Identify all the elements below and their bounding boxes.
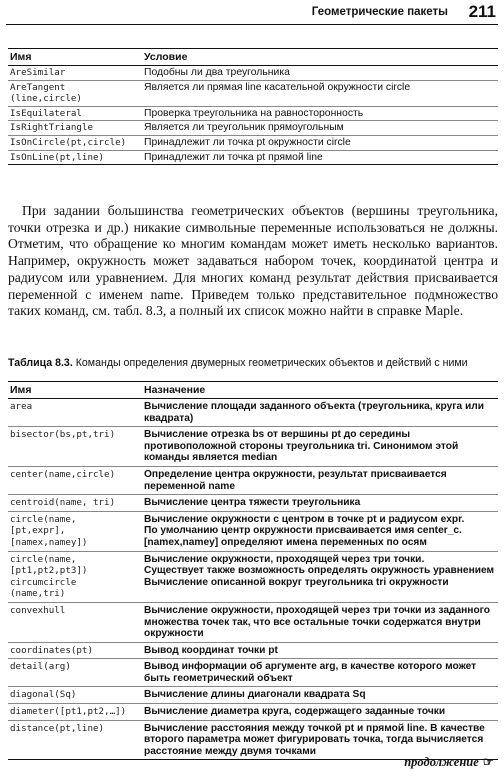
table-row xyxy=(8,80,498,106)
command-name: convexhull xyxy=(8,602,142,642)
command-description: Вывод координат точки pt xyxy=(142,642,498,659)
table-header-row xyxy=(8,382,498,399)
continued-note xyxy=(404,754,494,770)
table-row xyxy=(8,495,498,512)
predicates-table xyxy=(8,48,498,165)
table-row xyxy=(8,551,498,602)
running-header xyxy=(8,2,496,24)
command-description: Вычисление центра тяжести треугольника xyxy=(142,495,498,512)
command-name: distance(pt,line) xyxy=(10,722,105,734)
table-row xyxy=(8,150,498,165)
table-row xyxy=(8,659,498,687)
command-description: Вычисление отрезка bs от вершины pt до середины противоположной стороны треугольника tri. Синонимом этой команды является median xyxy=(142,427,498,467)
command-name: AreTangent (line,circle) xyxy=(8,80,142,106)
command-name: circle(name, [pt,expr], [namex,namey]) xyxy=(8,511,142,551)
column-header-condition: Условие xyxy=(142,49,498,66)
command-name: bisector(bs,pt,tri) xyxy=(8,427,142,467)
command-description: Является ли треугольник прямоугольным xyxy=(142,121,498,136)
command-description: Принадлежит ли точка pt окружности circle xyxy=(142,135,498,150)
table-caption-label: Таблица 8.3. xyxy=(8,357,73,369)
command-description: Вычисление расстояния между точкой pt и прямой line. В качестве второго параметра может фигурировать точка, тогда вычисляется расстояние между двумя точками xyxy=(144,722,485,757)
command-name: IsEquilateral xyxy=(8,106,142,121)
command-name: diameter([pt1,pt2,…]) xyxy=(8,704,142,721)
command-name: detail(arg) xyxy=(8,659,142,687)
table-row xyxy=(8,66,498,81)
command-name: centroid(name, tri) xyxy=(8,495,142,512)
command-description: Вычисление окружности, проходящей через три точки. Существует также возможность определять окружность уравнением Вычисление описанной вокруг треугольника tri окружности xyxy=(142,551,498,602)
column-header-name: Имя xyxy=(8,382,142,399)
command-description: Вычисление диаметра круга, содержащего заданные точки xyxy=(142,704,498,721)
table-row xyxy=(8,106,498,121)
table-row xyxy=(8,466,498,494)
body-paragraph: При задании большинства геометрических объектов (вершины треугольника, точки отрезка и др.) никакие символьные переменные использоваться не должны. Отметим, что обращение ко многим командам может иметь несколько вариантов. Например, окружность может задаваться набором точек, координатой центра и радиусом или уравнением. Для многих команд результат действия присваивается переменной с именем name. Приведем только представительное подмножество таких команд, см. табл. 8.3, а полный их список можно найти в справке Maple. xyxy=(8,203,498,319)
command-name: center(name,circle) xyxy=(8,466,142,494)
command-description: Проверка треугольника на равносторонность xyxy=(142,106,498,121)
command-description: Вычисление длины диагонали квадрата Sq xyxy=(142,687,498,704)
command-name: circle(name, [pt1,pt2,pt3]) circumcircle (name,tri) xyxy=(8,551,142,602)
command-name: IsRightTriangle xyxy=(8,121,142,136)
command-description: Принадлежит ли точка pt прямой line xyxy=(144,151,323,163)
command-description: Является ли прямая line касательной окружности circle xyxy=(142,80,498,106)
command-description: Определение центра окружности, результат присваивается переменной name xyxy=(142,466,498,494)
command-name: diagonal(Sq) xyxy=(8,687,142,704)
page-number: 211 xyxy=(468,2,496,21)
command-name: IsOnLine(pt,line) xyxy=(10,151,105,163)
column-header-name: Имя xyxy=(8,49,142,66)
command-description: Вычисление окружности, проходящей через три точки из заданного множества точек так, что все остальные точки содержатся внутри окружности xyxy=(142,602,498,642)
command-description: Вывод информации об аргументе arg, в качестве которого может быть геометрический объект xyxy=(142,659,498,687)
table-caption xyxy=(8,357,498,369)
table-caption-text: Команды определения двумерных геометрических объектов и действий с ними xyxy=(75,357,468,369)
column-header-purpose: Назначение xyxy=(142,382,498,399)
table-row xyxy=(8,704,498,721)
table-row xyxy=(8,642,498,659)
table-row xyxy=(8,602,498,642)
command-description: Вычисление окружности с центром в точке pt и радиусом expr. По умолчанию центр окружности присваивается имя center_c. [namex,namey] определяют имена переменных по осям xyxy=(142,511,498,551)
table-row xyxy=(8,687,498,704)
commands-table xyxy=(8,381,498,760)
command-description: Вычисление площади заданного объекта (треугольника, круга или квадрата) xyxy=(142,399,498,427)
command-name: area xyxy=(8,399,142,427)
table-row xyxy=(8,135,498,150)
table-header-row xyxy=(8,49,498,66)
pointing-hand-icon: ☞ xyxy=(482,755,494,769)
header-rule xyxy=(6,24,498,25)
table-row xyxy=(8,399,498,427)
command-description: Подобны ли два треугольника xyxy=(142,66,498,81)
continued-label: продолжение xyxy=(404,755,479,769)
command-name: IsOnCircle(pt,circle) xyxy=(8,135,142,150)
command-name: AreSimilar xyxy=(8,66,142,81)
table-row xyxy=(8,427,498,467)
table-row xyxy=(8,121,498,136)
section-title: Геометрические пакеты xyxy=(311,6,448,18)
command-name: coordinates(pt) xyxy=(8,642,142,659)
table-row xyxy=(8,511,498,551)
